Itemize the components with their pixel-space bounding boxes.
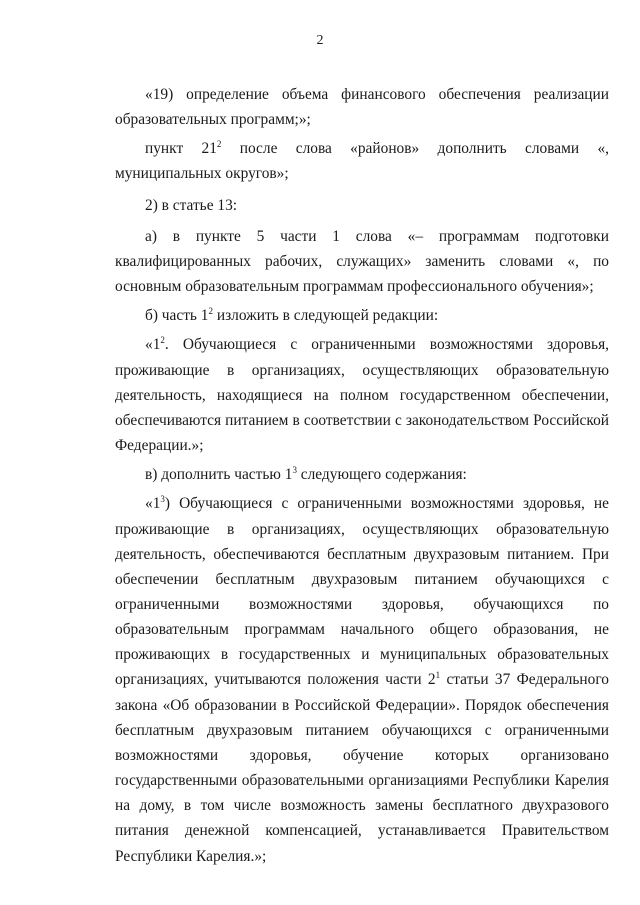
- paragraph-subitem-b: [115, 303, 609, 328]
- superscript: 2: [216, 139, 222, 150]
- paragraph-text: после слова «районов» дополнить словами «, муниципальных округов»;: [115, 140, 609, 183]
- paragraph-text: ) Обучающиеся с ограниченными возможностями здоровья, не проживающие в организациях, осуществляющих образовательную деятельность, обеспечиваются бесплатным двухразовым питанием. При обеспечении бесплатным двухразовым питанием обучающихся с ограниченными возможностями здоровья, обучающихся по образовательным программам начального общего образования, не проживающих в государственных и муниципальных образовательных организациях, учитываются положения части 2: [115, 495, 609, 689]
- paragraph-text: следующего содержания:: [296, 466, 467, 484]
- superscript: 3: [292, 465, 297, 476]
- paragraph-subitem-v: [115, 462, 609, 487]
- paragraph-point-21: [115, 136, 609, 186]
- paragraph-text: статьи 37 Федерального закона «Об образовании в Российской Федерации». Порядок обеспечения бесплатным двухразовым питанием обучающихся с ограниченными возможностями здоровья, обучение которых организовано государственными образовательными организациями Республики Карелия на дому, в том числе возможность замены бесплатного двухразового питания денежной компенсацией, устанавливается Правительством Республики Карелия.»;: [115, 671, 609, 865]
- paragraph-item-19: [115, 82, 609, 132]
- paragraph-text: пункт 21: [145, 140, 217, 158]
- paragraph-text: в) дополнить частью 1: [145, 466, 293, 484]
- superscript: 2: [208, 306, 213, 317]
- page-number: 2: [316, 33, 324, 48]
- paragraph-text: 2) в статье 13:: [145, 196, 238, 214]
- paragraph-article-13: [115, 193, 609, 218]
- superscript: 2: [160, 335, 165, 346]
- paragraph-text: «1: [145, 495, 161, 513]
- paragraph-text: «19) определение объема финансового обеспечения реализации образовательных программ;»;: [115, 86, 609, 129]
- paragraph-text: . Обучающиеся с ограниченными возможностями здоровья, проживающие в организациях, осуществляющих образовательную деятельность, находящиеся на полном государственном обеспечении, обеспечиваются питанием в соответствии с законодательством Российской Федерации.»;: [115, 336, 609, 455]
- paragraph-text: б) часть 1: [145, 307, 209, 325]
- paragraph-text: изложить в следующей редакции:: [213, 307, 439, 325]
- paragraph-part-1-2: [115, 332, 609, 458]
- paragraph-subitem-a: [115, 224, 609, 299]
- paragraph-text: «1: [145, 336, 161, 354]
- document-body: [115, 82, 609, 869]
- paragraph-part-1-3: [115, 491, 609, 868]
- superscript: 1: [435, 670, 441, 681]
- paragraph-text: а) в пункте 5 части 1 слова «– программам подготовки квалифицированных рабочих, служащих» заменить словами «, по основным образовательным программам профессионального обучения»;: [115, 227, 609, 296]
- superscript: 3: [160, 494, 165, 505]
